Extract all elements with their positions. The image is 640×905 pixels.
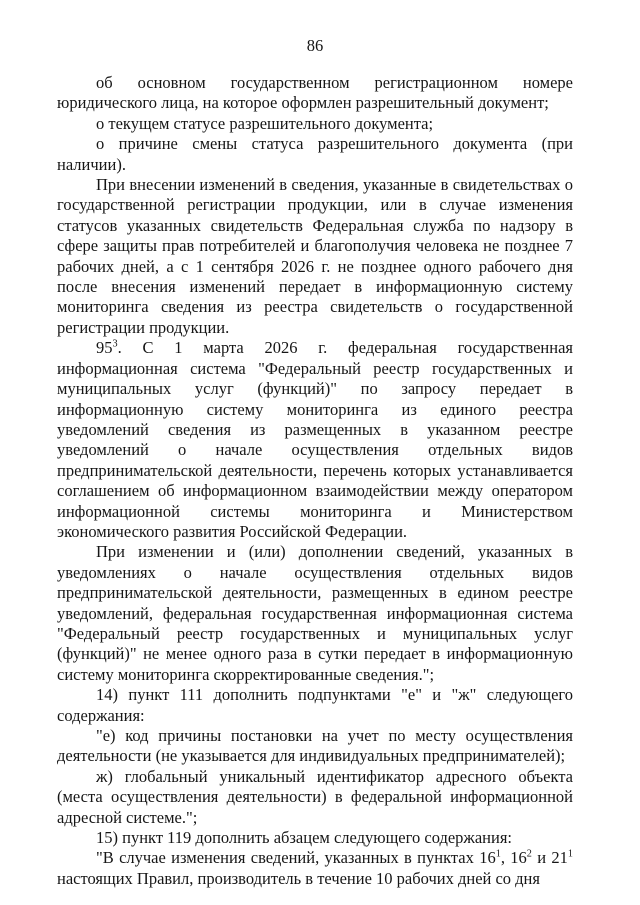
superscript: 2 bbox=[526, 848, 532, 860]
paragraph bbox=[57, 767, 573, 828]
text-run: настоящих Правил, производитель в течение 10 рабочих дней со дня bbox=[57, 868, 540, 888]
text-run: При изменении и (или) дополнении сведений, указанных в уведомлениях о начале осуществления отдельных видов предпринимательской деятельности, размещенных в едином реестре уведомлений, федеральная государственная информационная система "Федеральный реестр государственных и муниципальных услуг (функций)" не менее одного раза в сутки передает в информационную систему мониторинга скорректированные сведения."; bbox=[57, 542, 573, 684]
text-run: "В случае изменения сведений, указанных в пунктах 16 bbox=[96, 848, 496, 868]
text-run: При внесении изменений в сведения, указанные в свидетельствах о государственной регистрации продукции, или в случае изменения статусов указанных свидетельств Федеральная служба по надзору в сфере защиты прав потребителей и благополучия человека не позднее 7 рабочих дней, а с 1 сентября 2026 г. не позднее одного рабочего дня после внесения изменений передает в информационную систему мониторинга сведения из реестра свидетельств о государственной регистрации продукции. bbox=[57, 175, 573, 337]
superscript: 1 bbox=[495, 848, 501, 860]
text-run: 95 bbox=[96, 338, 113, 358]
text-run: . С 1 марта 2026 г. федеральная государственная информационная система "Федеральный реестр государственных и муниципальных услуг (функций)" по запросу передает в информационную систему мониторинга из единого реестра уведомлений сведения из размещенных в указанном реестре уведомлений о начале осуществления отдельных видов предпринимательской деятельности, перечень которых устанавливается соглашением об информационном взаимодействии между оператором информационной системы мониторинга и Министерством экономического развития Российской Федерации. bbox=[57, 338, 573, 541]
paragraph bbox=[57, 175, 573, 338]
paragraph bbox=[57, 848, 573, 889]
text-run: , 16 bbox=[500, 848, 527, 868]
paragraph bbox=[57, 114, 573, 134]
paragraph bbox=[57, 134, 573, 175]
document-body bbox=[57, 73, 573, 889]
superscript: 1 bbox=[567, 848, 574, 860]
text-run: 14) пункт 111 дополнить подпунктами "е" и "ж" следующего содержания: bbox=[57, 685, 573, 725]
page-number: 86 bbox=[306, 36, 324, 55]
text-run: и 21 bbox=[531, 848, 568, 868]
text-run: об основном государственном регистрационном номере юридического лица, на которое оформлен разрешительный документ; bbox=[57, 73, 573, 113]
paragraph bbox=[57, 726, 573, 767]
text-run: ж) глобальный уникальный идентификатор адресного объекта (места осуществления деятельности) в федеральной информационной адресной системе."; bbox=[57, 766, 573, 827]
text-run: 15) пункт 119 дополнить абзацем следующего содержания: bbox=[96, 828, 512, 848]
paragraph bbox=[57, 542, 573, 685]
text-run: о причине смены статуса разрешительного документа (при наличии). bbox=[57, 134, 573, 174]
text-run: о текущем статусе разрешительного документа; bbox=[96, 113, 434, 133]
text-run: "е) код причины постановки на учет по месту осуществления деятельности (не указывается для индивидуальных предпринимателей); bbox=[57, 726, 573, 766]
superscript: 3 bbox=[112, 338, 118, 350]
paragraph bbox=[57, 685, 573, 726]
paragraph bbox=[57, 73, 573, 114]
paragraph bbox=[57, 828, 573, 848]
paragraph bbox=[57, 338, 573, 542]
